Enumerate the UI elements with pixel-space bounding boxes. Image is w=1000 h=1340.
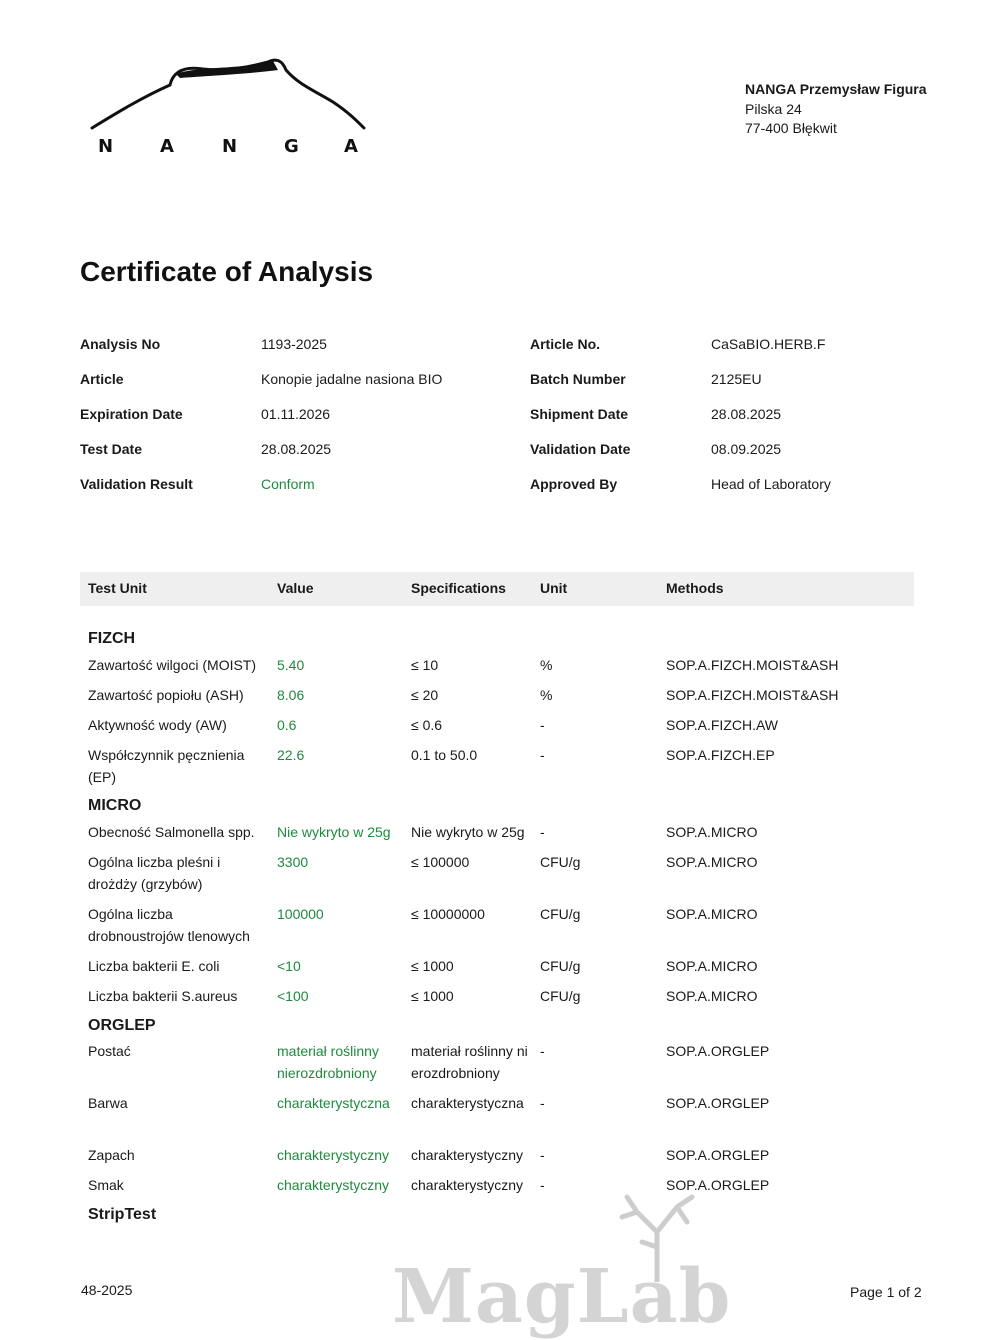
company-address xyxy=(745,80,927,139)
company-name: NANGA Przemysław Figura xyxy=(745,81,927,97)
info-label: Batch Number xyxy=(530,371,626,387)
maglab-watermark xyxy=(392,1192,732,1340)
table-cell-unit: - xyxy=(540,747,545,763)
info-value: CaSaBIO.HERB.F xyxy=(711,336,826,352)
section-heading: StripTest xyxy=(88,1206,157,1223)
section-heading: MICRO xyxy=(88,797,142,814)
company-city: 77-400 Błękwit xyxy=(745,120,837,136)
table-cell-unit: % xyxy=(540,657,553,673)
table-cell-value: charakterystyczny xyxy=(277,1177,390,1193)
table-cell-name: Aktywność wody (AW) xyxy=(88,717,227,733)
table-cell-name: Współczynnik pęcznienia (EP) xyxy=(88,747,245,785)
table-cell-value: <10 xyxy=(277,958,301,974)
table-cell-unit: - xyxy=(540,1147,545,1163)
header-test-unit: Test Unit xyxy=(88,580,147,596)
page-number: Page 1 of 2 xyxy=(850,1284,922,1300)
table-cell-method: SOP.A.MICRO xyxy=(666,958,758,974)
table-cell-value: <100 xyxy=(277,988,309,1004)
table-cell-method: SOP.A.FIZCH.EP xyxy=(666,747,775,763)
info-label: Validation Result xyxy=(80,476,193,492)
logo-wordmark xyxy=(88,136,373,160)
table-cell-spec: charakterystyczny xyxy=(411,1177,524,1193)
table-cell-spec: charakterystyczny xyxy=(411,1147,524,1163)
table-cell-name: Smak xyxy=(88,1177,124,1193)
table-cell-unit: % xyxy=(540,687,553,703)
table-cell-value: 22.6 xyxy=(277,747,305,763)
table-cell-unit: CFU/g xyxy=(540,988,581,1004)
info-label: Test Date xyxy=(80,441,142,457)
mountain-logo-icon xyxy=(88,52,373,134)
table-cell-unit: - xyxy=(540,1095,545,1111)
table-cell-value: charakterystyczna xyxy=(277,1095,390,1111)
table-cell-method: SOP.A.ORGLEP xyxy=(666,1095,770,1111)
logo-letter: N xyxy=(98,136,115,157)
table-cell-spec: ≤ 1000 xyxy=(411,988,454,1004)
table-cell-name: Zawartość wilgoci (MOIST) xyxy=(88,657,257,673)
logo-letter: N xyxy=(222,136,239,157)
table-cell-value: 3300 xyxy=(277,854,309,870)
table-cell-value: materiał roślinny nierozdrobniony xyxy=(277,1043,379,1081)
info-label: Validation Date xyxy=(530,441,631,457)
table-cell-unit: CFU/g xyxy=(540,906,581,922)
table-cell-value: Nie wykryto w 25g xyxy=(277,824,391,840)
info-value: 28.08.2025 xyxy=(261,441,332,457)
table-cell-spec: ≤ 100000 xyxy=(411,854,470,870)
table-cell-spec: ≤ 1000 xyxy=(411,958,454,974)
table-cell-method: SOP.A.FIZCH.AW xyxy=(666,717,779,733)
watermark-text: MagLab xyxy=(392,1254,732,1340)
table-cell-name: Zawartość popiołu (ASH) xyxy=(88,687,244,703)
table-cell-unit: - xyxy=(540,1043,545,1059)
table-cell-name: Barwa xyxy=(88,1095,128,1111)
footer-doc-number: 48-2025 xyxy=(81,1282,133,1298)
table-cell-unit: CFU/g xyxy=(540,958,581,974)
nanga-logo xyxy=(88,52,373,162)
table-cell-value: 100000 xyxy=(277,906,324,922)
info-value: Conform xyxy=(261,476,315,492)
table-cell-spec: 0.1 to 50.0 xyxy=(411,747,478,763)
section-heading: ORGLEP xyxy=(88,1017,156,1034)
table-cell-name: Postać xyxy=(88,1043,131,1059)
table-cell-name: Ogólna liczba pleśni i drożdży (grzybów) xyxy=(88,854,221,892)
info-label: Analysis No xyxy=(80,336,161,352)
table-cell-spec: ≤ 20 xyxy=(411,687,439,703)
header-specifications: Specifications xyxy=(411,580,506,596)
table-cell-spec: ≤ 10000000 xyxy=(411,906,485,922)
table-cell-value: charakterystyczny xyxy=(277,1147,390,1163)
table-cell-spec: charakterystyczna xyxy=(411,1095,524,1111)
table-cell-method: SOP.A.FIZCH.MOIST&ASH xyxy=(666,687,839,703)
table-cell-spec: Nie wykryto w 25g xyxy=(411,824,525,840)
header-value: Value xyxy=(277,580,314,596)
page-title: Certificate of Analysis xyxy=(80,256,374,287)
info-value: 08.09.2025 xyxy=(711,441,782,457)
info-label: Approved By xyxy=(530,476,618,492)
table-cell-method: SOP.A.FIZCH.MOIST&ASH xyxy=(666,657,839,673)
table-cell-name: Ogólna liczba drobnoustrojów tlenowych xyxy=(88,906,250,944)
table-cell-name: Zapach xyxy=(88,1147,135,1163)
header-unit: Unit xyxy=(540,580,568,596)
section-heading: FIZCH xyxy=(88,630,136,647)
table-cell-unit: - xyxy=(540,824,545,840)
table-cell-method: SOP.A.ORGLEP xyxy=(666,1043,770,1059)
table-cell-spec: materiał roślinny nierozdrobniony xyxy=(411,1043,528,1081)
info-label: Article xyxy=(80,371,124,387)
table-cell-value: 5.40 xyxy=(277,657,305,673)
logo-letter: A xyxy=(160,136,175,157)
table-cell-method: SOP.A.MICRO xyxy=(666,824,758,840)
header-methods: Methods xyxy=(666,580,724,596)
table-cell-name: Obecność Salmonella spp. xyxy=(88,824,255,840)
info-value: 28.08.2025 xyxy=(711,406,782,422)
table-cell-method: SOP.A.MICRO xyxy=(666,906,758,922)
table-cell-spec: ≤ 0.6 xyxy=(411,717,443,733)
table-cell-method: SOP.A.ORGLEP xyxy=(666,1147,770,1163)
table-cell-value: 8.06 xyxy=(277,687,305,703)
info-value: 2125EU xyxy=(711,371,762,387)
table-cell-name: Liczba bakterii S.aureus xyxy=(88,988,238,1004)
logo-letter: A xyxy=(344,136,359,157)
table-cell-unit: - xyxy=(540,717,545,733)
info-label: Article No. xyxy=(530,336,601,352)
table-cell-method: SOP.A.MICRO xyxy=(666,854,758,870)
table-cell-unit: - xyxy=(540,1177,545,1193)
table-cell-name: Liczba bakterii E. coli xyxy=(88,958,220,974)
info-value: 1193-2025 xyxy=(261,336,327,352)
table-cell-value: 0.6 xyxy=(277,717,297,733)
info-label: Shipment Date xyxy=(530,406,629,422)
table-cell-method: SOP.A.ORGLEP xyxy=(666,1177,770,1193)
table-cell-method: SOP.A.MICRO xyxy=(666,988,758,1004)
logo-letter: G xyxy=(284,136,300,157)
company-street: Pilska 24 xyxy=(745,100,802,117)
table-cell-spec: ≤ 10 xyxy=(411,657,439,673)
info-value: Konopie jadalne nasiona BIO xyxy=(261,371,443,387)
info-label: Expiration Date xyxy=(80,406,183,422)
info-value: 01.11.2026 xyxy=(261,406,331,422)
table-header xyxy=(80,572,914,606)
table-cell-unit: CFU/g xyxy=(540,854,581,870)
info-value: Head of Laboratory xyxy=(711,476,831,492)
